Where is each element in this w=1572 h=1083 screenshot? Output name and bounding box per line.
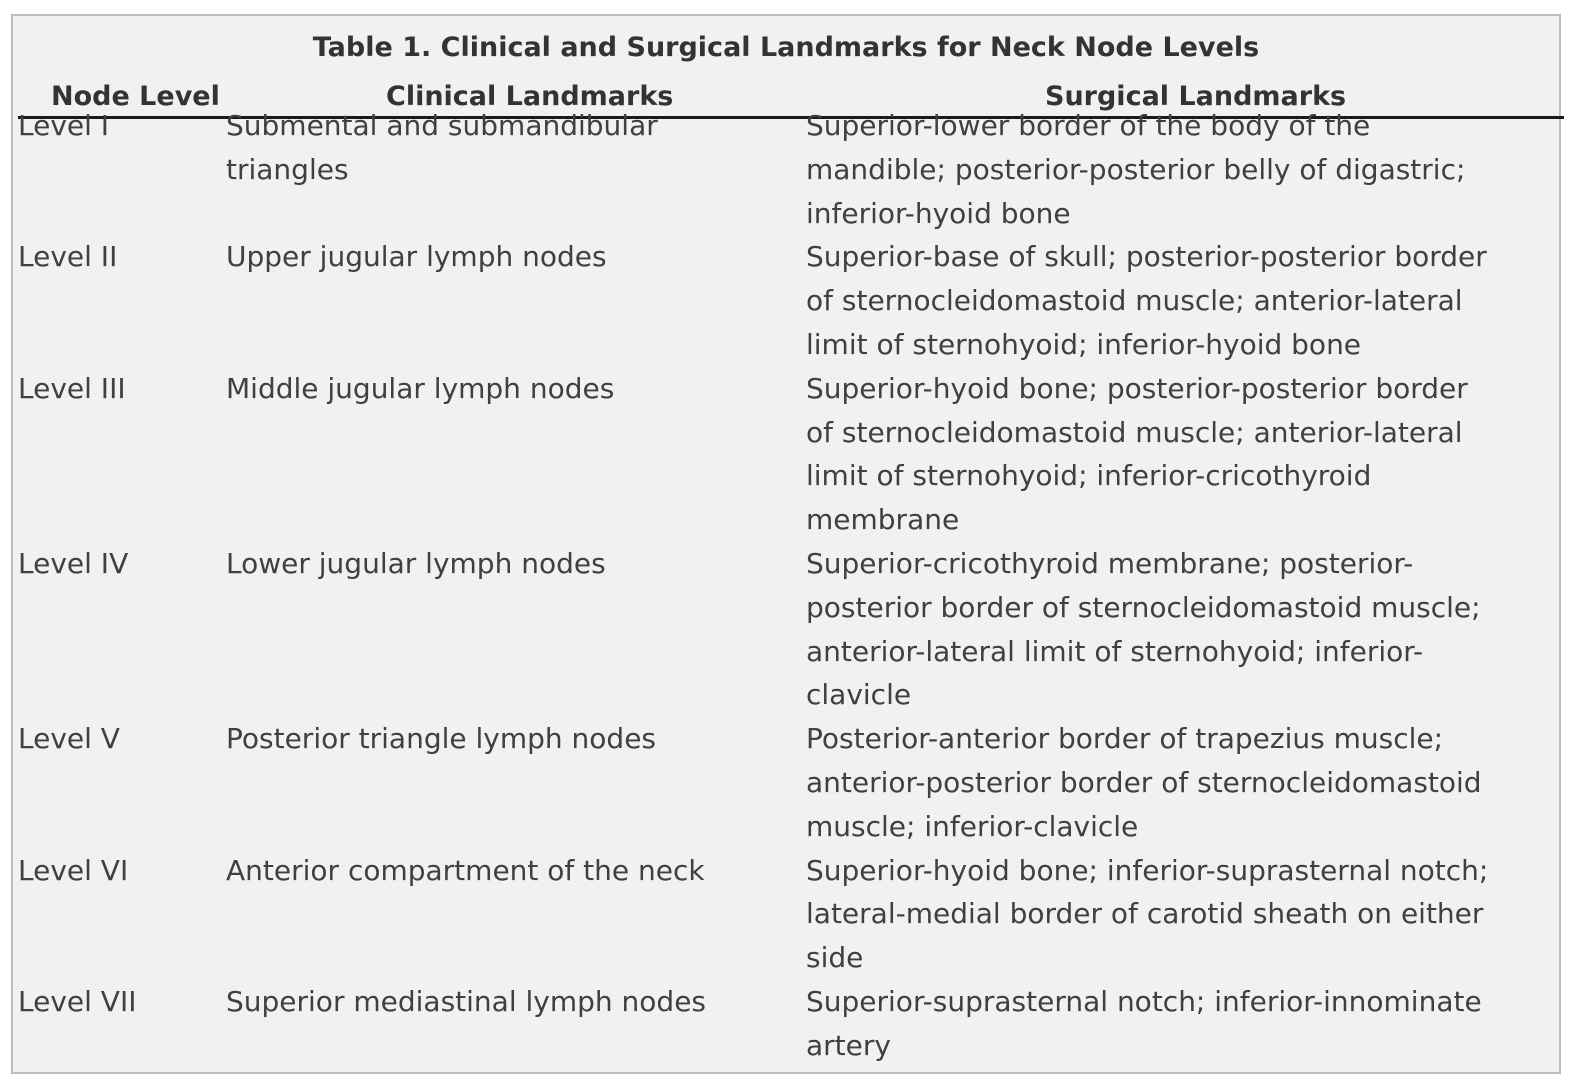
table-body — [18, 104, 1558, 1068]
surgical-landmarks-cell — [806, 980, 1551, 1068]
surgical-landmarks-line: lateral-medial border of carotid sheath on either — [806, 897, 1484, 931]
surgical-landmarks-line: Superior-hyoid bone; posterior-posterior border — [806, 371, 1468, 405]
table-row — [18, 980, 1558, 1068]
surgical-landmarks-line: Superior-lower border of the body of the — [806, 109, 1371, 142]
surgical-landmarks-line: limit of sternohyoid; inferior-hyoid bone — [806, 327, 1362, 361]
surgical-landmarks-cell — [806, 104, 1551, 235]
surgical-landmarks-line: anterior-lateral limit of sternohyoid; inferior- — [806, 634, 1424, 668]
table-row — [18, 717, 1558, 848]
node-level-cell: Level II — [18, 240, 118, 274]
table-caption: Table 1. Clinical and Surgical Landmarks for Neck Node Levels — [312, 32, 1260, 63]
clinical-landmarks-cell — [226, 235, 806, 366]
clinical-landmarks-line: triangles — [226, 152, 349, 186]
clinical-landmarks-line: Anterior compartment of the neck — [226, 853, 705, 887]
clinical-landmarks-line: Middle jugular lymph nodes — [226, 371, 615, 405]
node-level-cell: Level VII — [18, 984, 137, 1018]
surgical-landmarks-line: Superior-suprasternal notch; inferior-innominate — [806, 984, 1482, 1018]
surgical-landmarks-cell — [806, 367, 1551, 542]
table-row — [18, 849, 1558, 980]
surgical-landmarks-line: Posterior-anterior border of trapezius muscle; — [806, 722, 1444, 756]
node-level-cell: Level V — [18, 722, 120, 756]
surgical-landmarks-line: of sternocleidomastoid muscle; anterior-lateral — [806, 284, 1463, 318]
clinical-landmarks-line: Superior mediastinal lymph nodes — [226, 984, 707, 1018]
surgical-landmarks-line: Superior-cricothyroid membrane; posterior- — [806, 546, 1414, 580]
surgical-landmarks-cell — [806, 717, 1551, 848]
header-node-level: Node Level — [51, 81, 220, 112]
surgical-landmarks-line: anterior-posterior border of sternocleidomastoid — [806, 765, 1482, 799]
table-row — [18, 104, 1558, 235]
surgical-landmarks-cell — [806, 235, 1551, 366]
surgical-landmarks-line: of sternocleidomastoid muscle; anterior-lateral — [806, 415, 1463, 449]
clinical-landmarks-line: Submental and submandibular — [226, 109, 658, 142]
clinical-landmarks-cell — [226, 104, 806, 235]
surgical-landmarks-line: clavicle — [806, 678, 912, 712]
table-row — [18, 367, 1558, 542]
clinical-landmarks-line: Upper jugular lymph nodes — [226, 240, 607, 274]
header-surgical-landmarks: Surgical Landmarks — [1045, 81, 1347, 112]
clinical-landmarks-cell — [226, 980, 806, 1068]
clinical-landmarks-cell — [226, 367, 806, 542]
table-row — [18, 235, 1558, 366]
clinical-landmarks-line: Posterior triangle lymph nodes — [226, 722, 657, 756]
surgical-landmarks-cell — [806, 849, 1551, 980]
surgical-landmarks-line: Superior-hyoid bone; inferior-suprasternal notch; — [806, 853, 1489, 887]
surgical-landmarks-cell — [806, 542, 1551, 717]
node-level-cell: Level III — [18, 371, 126, 405]
surgical-landmarks-line: limit of sternohyoid; inferior-cricothyroid — [806, 459, 1372, 493]
node-level-cell: Level I — [18, 109, 110, 142]
surgical-landmarks-line: Superior-base of skull; posterior-posterior border — [806, 240, 1487, 274]
surgical-landmarks-line: membrane — [806, 503, 960, 537]
surgical-landmarks-line: artery — [806, 1028, 891, 1062]
clinical-landmarks-cell — [226, 542, 806, 717]
header-clinical-landmarks: Clinical Landmarks — [386, 81, 674, 112]
surgical-landmarks-line: muscle; inferior-clavicle — [806, 809, 1139, 843]
table-row — [18, 542, 1558, 717]
surgical-landmarks-line: side — [806, 941, 864, 975]
surgical-landmarks-line: inferior-hyoid bone — [806, 196, 1071, 230]
node-level-cell: Level IV — [18, 546, 129, 580]
node-level-cell: Level VI — [18, 853, 129, 887]
clinical-landmarks-cell — [226, 717, 806, 848]
clinical-landmarks-line: Lower jugular lymph nodes — [226, 546, 606, 580]
clinical-landmarks-cell — [226, 849, 806, 980]
surgical-landmarks-line: posterior border of sternocleidomastoid muscle; — [806, 590, 1481, 624]
surgical-landmarks-line: mandible; posterior-posterior belly of digastric; — [806, 152, 1466, 186]
